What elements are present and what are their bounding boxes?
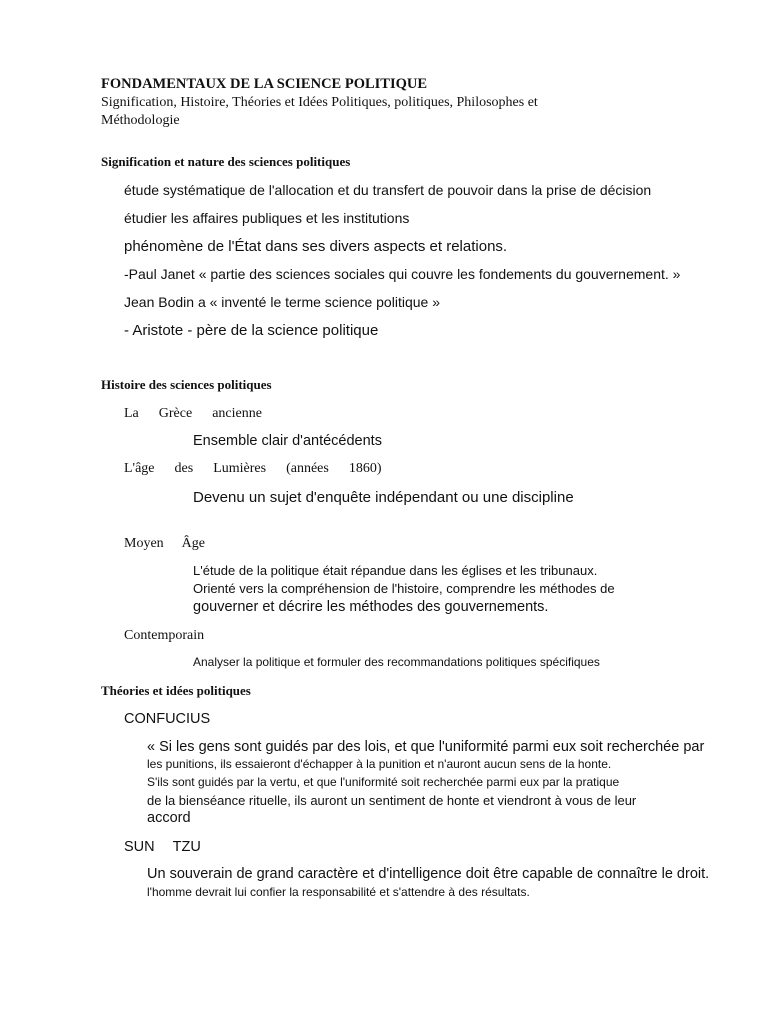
list-item: Jean Bodin a « inventé le terme science politique »: [124, 294, 440, 310]
period-word: 1860): [348, 461, 382, 476]
period-word: La: [124, 406, 139, 421]
period-description: Orienté vers la compréhension de l'histoire, comprendre les méthodes de: [193, 581, 615, 596]
thinker-name-word: SUN: [124, 839, 155, 855]
period-word: Âge: [181, 536, 205, 551]
quote-line: Un souverain de grand caractère et d'intelligence doit être capable de connaître le droit.: [147, 866, 710, 882]
period-label-grece: [124, 406, 262, 422]
quote-line: « Si les gens sont guidés par des lois, et que l'uniformité parmi eux soit recherchée par: [147, 739, 705, 755]
quote-line: l'homme devrait lui confier la responsabilité et s'attendre à des résultats.: [147, 885, 530, 899]
thinker-name-confucius: CONFUCIUS: [124, 711, 211, 727]
period-word: Lumières: [213, 461, 267, 476]
period-word: ancienne: [212, 406, 262, 421]
period-label-moyen-age: [124, 536, 205, 552]
quote-line: les punitions, ils essaieront d'échapper à la punition et n'auront aucun sens de la honte.: [147, 757, 612, 771]
period-word: Grèce: [158, 406, 193, 421]
list-item: - Aristote - père de la science politique: [124, 322, 379, 339]
period-description: Ensemble clair d'antécédents: [193, 433, 382, 449]
period-label-lumieres: [124, 461, 382, 477]
thinker-name-word: TZU: [172, 839, 201, 855]
thinker-name-sun-tzu: [124, 839, 201, 855]
period-description: Analyser la politique et formuler des recommandations politiques spécifiques: [193, 655, 600, 669]
list-item: étudier les affaires publiques et les institutions: [124, 210, 410, 226]
quote-line: de la bienséance rituelle, ils auront un sentiment de honte et viendront à vous de leur: [147, 793, 637, 808]
quote-line: S'ils sont guidés par la vertu, et que l'uniformité soit recherchée parmi eux par la pratique: [147, 775, 620, 789]
section-heading-theories: Théories et idées politiques: [101, 683, 251, 698]
period-word: Moyen: [124, 536, 164, 551]
section-heading-signification: Signification et nature des sciences politiques: [101, 154, 351, 169]
period-label-contemporain: Contemporain: [124, 628, 205, 643]
quote-line: accord: [147, 810, 191, 826]
period-word: L'âge: [124, 461, 155, 476]
document-subtitle: Signification, Histoire, Théories et Idées Politiques, politiques, Philosophes et Méthodologie: [101, 95, 538, 128]
list-item: phénomène de l'État dans ses divers aspects et relations.: [124, 238, 508, 255]
section-heading-histoire: Histoire des sciences politiques: [101, 377, 272, 392]
list-item: étude systématique de l'allocation et du transfert de pouvoir dans la prise de décision: [124, 182, 652, 198]
document-title: FONDAMENTAUX DE LA SCIENCE POLITIQUE: [101, 76, 428, 92]
period-description: Devenu un sujet d'enquête indépendant ou une discipline: [193, 489, 574, 506]
period-description: gouverner et décrire les méthodes des gouvernements.: [193, 599, 549, 615]
period-description: L'étude de la politique était répandue dans les églises et les tribunaux.: [193, 563, 598, 578]
period-word: des: [174, 461, 194, 476]
period-word: (années: [286, 461, 329, 476]
list-item: -Paul Janet « partie des sciences sociales qui couvre les fondements du gouvernement. »: [124, 266, 681, 282]
